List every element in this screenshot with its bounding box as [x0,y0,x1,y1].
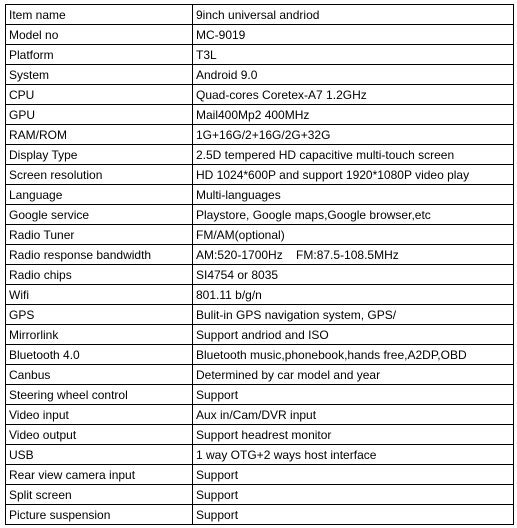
spec-label: Split screen [6,485,193,505]
table-row [6,145,514,165]
spec-label: USB [6,445,193,465]
spec-value: Aux in/Cam/DVR input [193,405,514,425]
spec-value: 801.11 b/g/n [193,285,514,305]
table-row [6,445,514,465]
spec-label: Model no [6,25,193,45]
spec-label: Language [6,185,193,205]
spec-label: Steering wheel control [6,385,193,405]
spec-value: MC-9019 [193,25,514,45]
spec-label: Radio Tuner [6,225,193,245]
spec-value: Bluetooth music,phonebook,hands free,A2DP,OBD [193,345,514,365]
spec-table-body [6,5,514,525]
spec-label: Video output [6,425,193,445]
spec-value: Bulit-in GPS navigation system, GPS/ [193,305,514,325]
spec-label: Picture suspension [6,505,193,525]
spec-label: Platform [6,45,193,65]
spec-label: RAM/ROM [6,125,193,145]
table-row [6,105,514,125]
spec-label: GPU [6,105,193,125]
table-row [6,465,514,485]
spec-value: 1G+16G/2+16G/2G+32G [193,125,514,145]
spec-value: Android 9.0 [193,65,514,85]
spec-value: 2.5D tempered HD capacitive multi-touch screen [193,145,514,165]
spec-value: 1 way OTG+2 ways host interface [193,445,514,465]
table-row [6,205,514,225]
spec-label: GPS [6,305,193,325]
spec-table [5,4,514,525]
table-row [6,485,514,505]
spec-value: Mail400Mp2 400MHz [193,105,514,125]
spec-label: System [6,65,193,85]
spec-label: Screen resolution [6,165,193,185]
spec-label: Radio response bandwidth [6,245,193,265]
table-row [6,365,514,385]
table-row [6,125,514,145]
table-row [6,285,514,305]
table-row [6,265,514,285]
spec-label: Radio chips [6,265,193,285]
spec-value: Quad-cores Coretex-A7 1.2GHz [193,85,514,105]
table-row [6,165,514,185]
spec-value: Playstore, Google maps,Google browser,etc [193,205,514,225]
table-row [6,45,514,65]
spec-value: Multi-languages [193,185,514,205]
spec-value: Support [193,385,514,405]
spec-label: Mirrorlink [6,325,193,345]
spec-value: SI4754 or 8035 [193,265,514,285]
spec-value: HD 1024*600P and support 1920*1080P video play [193,165,514,185]
table-row [6,325,514,345]
table-row [6,25,514,45]
spec-value: Support [193,485,514,505]
spec-value: Support andriod and ISO [193,325,514,345]
spec-label: Bluetooth 4.0 [6,345,193,365]
table-row [6,505,514,525]
spec-value: Determined by car model and year [193,365,514,385]
table-row [6,405,514,425]
spec-value: Support headrest monitor [193,425,514,445]
spec-value: 9inch universal andriod [193,5,514,25]
spec-label: CPU [6,85,193,105]
table-row [6,185,514,205]
table-row [6,85,514,105]
spec-label: Google service [6,205,193,225]
spec-value: FM/AM(optional) [193,225,514,245]
spec-label: Wifi [6,285,193,305]
spec-label: Display Type [6,145,193,165]
table-row [6,5,514,25]
spec-value: T3L [193,45,514,65]
table-row [6,65,514,85]
spec-value: Support [193,505,514,525]
spec-value: Support [193,465,514,485]
spec-label: Video input [6,405,193,425]
table-row [6,245,514,265]
spec-label: Rear view camera input [6,465,193,485]
table-row [6,385,514,405]
table-row [6,225,514,245]
spec-label: Canbus [6,365,193,385]
table-row [6,345,514,365]
table-row [6,305,514,325]
spec-label: Item name [6,5,193,25]
spec-value: AM:520-1700Hz FM:87.5-108.5MHz [193,245,514,265]
table-row [6,425,514,445]
